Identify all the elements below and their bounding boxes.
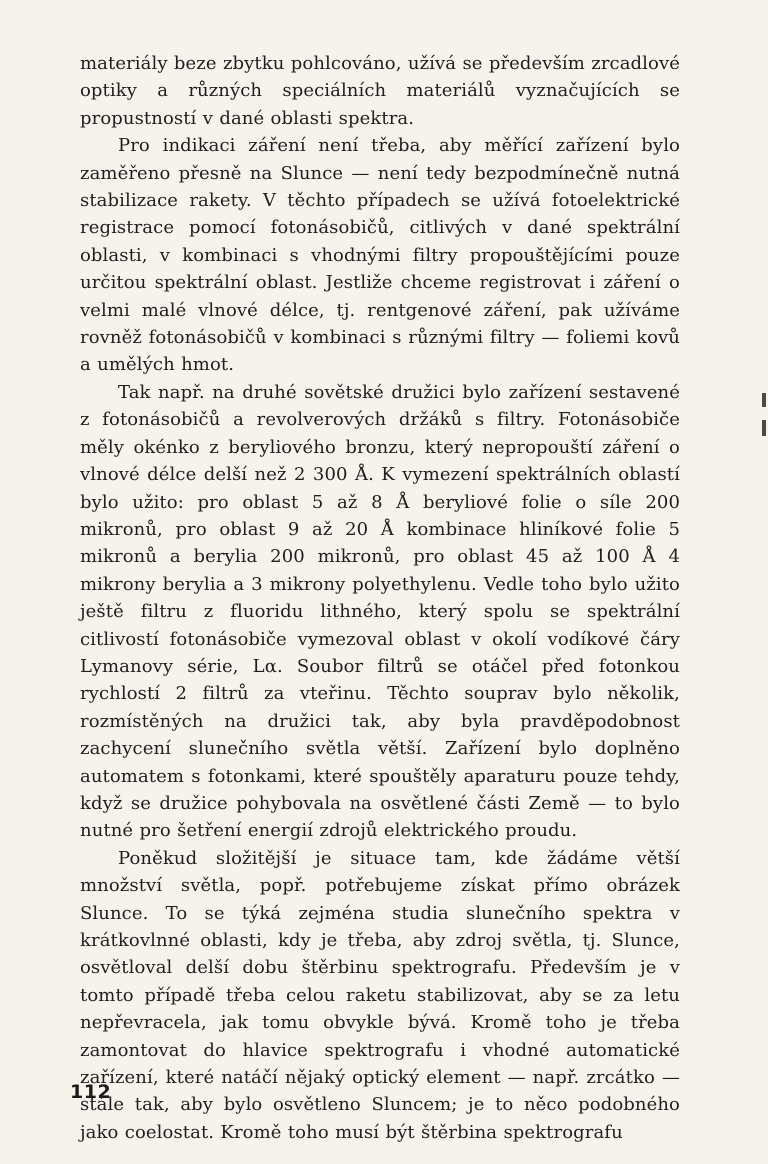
page-edge-mark — [762, 393, 766, 407]
page-edge-mark — [762, 420, 766, 436]
paragraph-4: Poněkud složitější je situace tam, kde žádáme větší množství světla, popř. potřebujeme získat přímo obrázek Slunce. To se týká zejména studia slunečního spektra v krátkovlnné oblasti, kdy je třeba, aby zdroj světla, tj. Slunce, osvětloval delší dobu štěrbinu spektrografu. Především je v tomto případě třeba celou raketu stabilizovat, aby se za letu nepřevracela, jak tomu obvykle bývá. Kromě toho je třeba zamontovat do hlavice spektrografu i vhodné automatické zařízení, které natáčí nějaký optický element — např. zrcátko — stále tak, aby bylo osvětleno Sluncem; je to něco podobného jako coelostat. Kromě toho musí být štěrbina spektrografu — [80, 847, 680, 1143]
paragraph-1: materiály beze zbytku pohlcováno, užívá se především zrcadlové optiky a různých speciálních materiálů vyznačujících se propustností v dané oblasti spektra. — [80, 53, 680, 129]
body-text — [80, 50, 680, 1146]
page-number: 112 — [70, 1081, 112, 1103]
paragraph-2: Pro indikaci záření není třeba, aby měřící zařízení bylo zaměřeno přesně na Slunce — není tedy bezpodmínečně nutná stabilizace rakety. V těchto případech se užívá fotoelektrické registrace pomocí fotonásobičů, citlivých v dané spektrální oblasti, v kombinaci s vhodnými filtry propouštějícími pouze určitou spektrální oblast. Jestliže chceme registrovat i záření o velmi malé vlnové délce, tj. rentgenové záření, pak užíváme rovněž fotonásobičů v kombinaci s různými filtry — foliemi kovů a umělých hmot. — [80, 135, 680, 376]
paragraph-3: Tak např. na druhé sovětské družici bylo zařízení sestavené z fotonásobičů a revolverových držáků s filtry. Fotonásobiče měly okénko z beryliového bronzu, který nepropouští záření o vlnové délce delší než 2 300 Å. K vymezení spektrálních oblastí bylo užito: pro oblast 5 až 8 Å beryliové folie o síle 200 mikronů, pro oblast 9 až 20 Å kombinace hliníkové folie 5 mikronů a berylia 200 mikronů, pro oblast 45 až 100 Å 4 mikrony berylia a 3 mikrony polyethylenu. Vedle toho bylo užito ještě filtru z fluoridu lithného, který spolu se spektrální citlivostí fotonásobiče vymezoval oblast v okolí vodíkové čáry Lymanovy série, Lα. Soubor filtrů se otáčel před fotonkou rychlostí 2 filtrů za vteřinu. Těchto souprav bylo několik, rozmístěných na družici tak, aby byla pravděpodobnost zachycení slunečního světla větší. Zařízení bylo doplněno automatem s fotonkami, které spouštěly aparaturu pouze tehdy, když se družice pohybovala na osvětlené části Země — to bylo nutné pro šetření energií zdrojů elektrického proudu. — [80, 381, 680, 842]
